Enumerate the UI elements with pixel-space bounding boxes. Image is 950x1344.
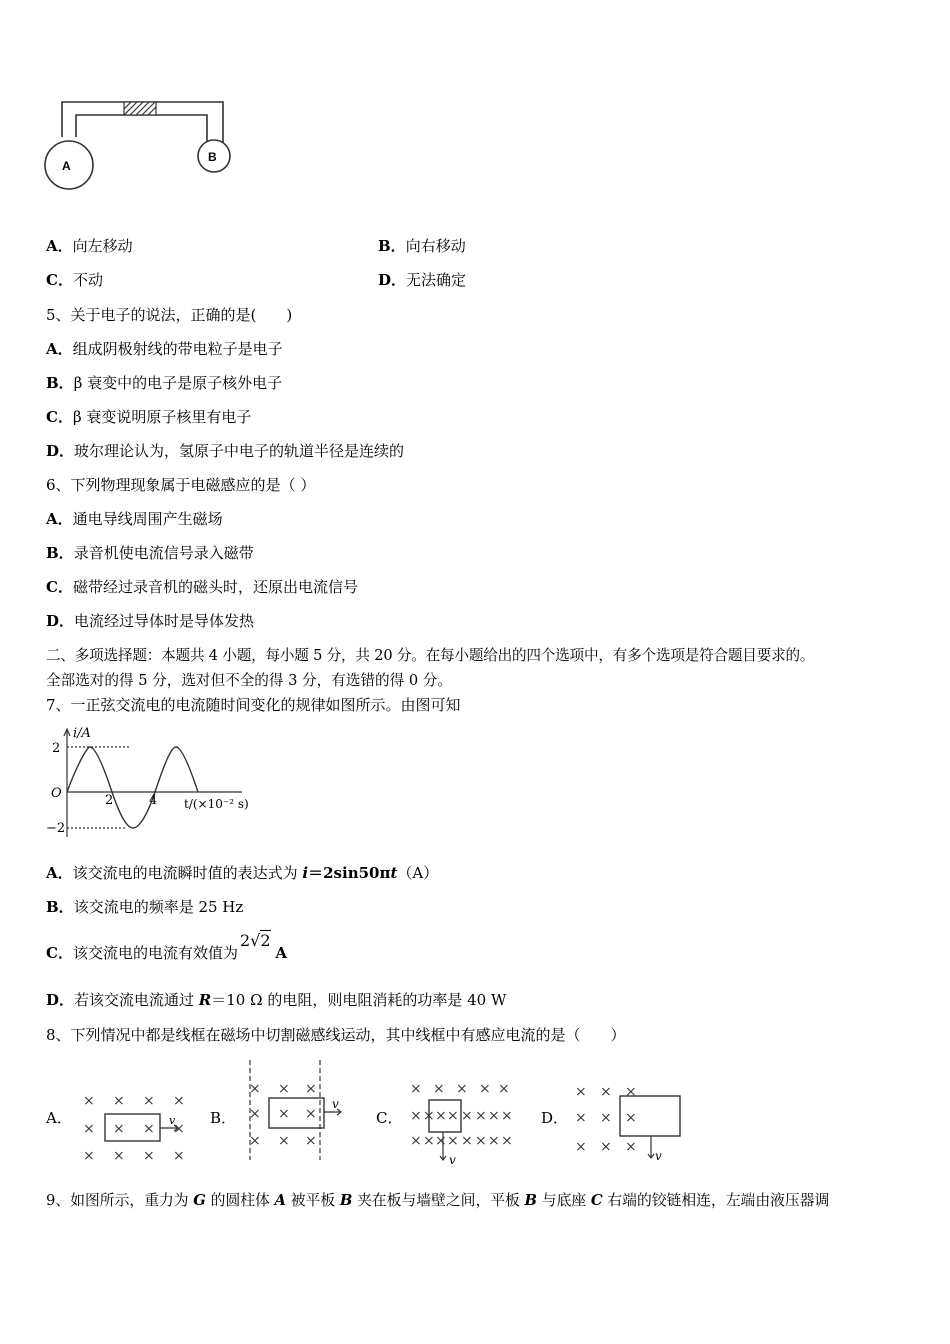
svg-text:×: × [498, 1081, 510, 1097]
svg-text:×: × [435, 1108, 447, 1124]
svg-text:×: × [143, 1121, 155, 1137]
svg-text:×: × [456, 1081, 468, 1097]
q8-label-a[interactable]: A． [46, 1109, 72, 1127]
svg-text:×: × [410, 1081, 422, 1097]
svg-text:×: × [113, 1148, 125, 1164]
svg-text:×: × [575, 1139, 587, 1155]
svg-text:×: × [305, 1133, 317, 1149]
svg-text:×: × [278, 1081, 290, 1097]
sqrt-sign: √ [250, 931, 261, 950]
q5-option-a[interactable]: A．组成阴极射线的带电粒子是电子 [46, 340, 283, 358]
svg-text:×: × [173, 1093, 185, 1109]
q4-figure [40, 95, 240, 200]
q8-label-d[interactable]: D． [541, 1109, 569, 1127]
svg-text:×: × [410, 1108, 422, 1124]
svg-text:×: × [501, 1133, 513, 1149]
svg-text:×: × [447, 1133, 459, 1149]
q7-option-a[interactable]: A．该交流电的电流瞬时值的表达式为 i＝2sin50πt（A） [46, 864, 439, 882]
svg-text:×: × [83, 1121, 95, 1137]
svg-text:×: × [479, 1081, 491, 1097]
section2-instructions-line2: 全部选对的得 5 分，选对但不全的得 3 分，有选错的得 0 分。 [46, 672, 452, 689]
q5-option-d[interactable]: D．玻尔理论认为，氢原子中电子的轨道半径是连续的 [46, 442, 405, 460]
field-crosses [249, 1081, 317, 1149]
sine-wave [67, 747, 198, 828]
svg-text:×: × [501, 1108, 513, 1124]
svg-text:×: × [423, 1133, 435, 1149]
svg-text:×: × [461, 1133, 473, 1149]
q8-figure-c [405, 1075, 520, 1170]
svg-text:×: × [249, 1133, 261, 1149]
svg-text:×: × [475, 1133, 487, 1149]
q8-figure-a [78, 1088, 193, 1163]
svg-text:×: × [423, 1108, 435, 1124]
x-tick-4: 4 [149, 793, 158, 808]
q7-option-b[interactable]: B．该交流电的频率是 25 Hz [46, 898, 244, 916]
q4-option-d[interactable]: D．无法确定 [378, 271, 467, 289]
y-axis-label: i/A [73, 726, 91, 741]
section2-instructions-line1: 二、多项选择题：本题共 4 小题，每小题 5 分，共 20 分。在每小题给出的四个选项中，有多个选项是符合题目要求的。 [46, 647, 815, 664]
svg-text:×: × [575, 1110, 587, 1126]
q9-stem: 9、如图所示，重力为 G 的圆柱体 A 被平板 B 夹在板与墙壁之间，平板 B 与底座 C 右端的铰链相连，左端由液压器调 [46, 1192, 830, 1209]
sqrt-expression: 2√2 [239, 931, 271, 950]
q4-option-c[interactable]: C．不动 [46, 271, 103, 289]
q4-option-a[interactable]: A．向左移动 [46, 237, 133, 255]
svg-text:×: × [173, 1148, 185, 1164]
q7-stem: 7、一正弦交流电的电流随时间变化的规律如图所示。由图可知 [46, 696, 461, 714]
x-axis-label: t/(×10⁻² s) [184, 797, 249, 811]
mercury-plug [124, 102, 156, 115]
svg-text:×: × [305, 1106, 317, 1122]
q8-label-c[interactable]: C． [376, 1109, 403, 1127]
q7-option-c[interactable]: C．该交流电的电流有效值为2√2 A [46, 931, 287, 962]
velocity-label: v [332, 1097, 339, 1111]
svg-text:×: × [249, 1081, 261, 1097]
x-tick-2: 2 [105, 793, 114, 808]
q6-option-d[interactable]: D．电流经过导体时是导体发热 [46, 612, 255, 630]
q5-stem: 5、关于电子的说法，正确的是( ) [46, 306, 293, 324]
q6-option-b[interactable]: B．录音机使电流信号录入磁带 [46, 544, 254, 562]
q7-option-d[interactable]: D．若该交流电流通过 R＝10 Ω 的电阻，则电阻消耗的功率是 40 W [46, 991, 507, 1009]
velocity-label: v [449, 1153, 456, 1167]
y-top-tick: 2 [52, 741, 61, 756]
origin-label: O [51, 786, 62, 801]
svg-text:×: × [143, 1093, 155, 1109]
svg-text:×: × [113, 1121, 125, 1137]
q8-figure-d [570, 1080, 690, 1165]
bulb-b-label: B [208, 150, 217, 164]
svg-text:×: × [488, 1108, 500, 1124]
q5-option-c[interactable]: C．β 衰变说明原子核里有电子 [46, 408, 252, 426]
svg-text:×: × [475, 1108, 487, 1124]
q6-option-c[interactable]: C．磁带经过录音机的磁头时，还原出电流信号 [46, 578, 358, 596]
svg-text:×: × [410, 1133, 422, 1149]
svg-text:×: × [435, 1133, 447, 1149]
q6-stem: 6、下列物理现象属于电磁感应的是（ ） [46, 476, 316, 494]
svg-text:×: × [600, 1110, 612, 1126]
svg-text:×: × [625, 1139, 637, 1155]
svg-text:×: × [600, 1084, 612, 1100]
q7-sine-graph [40, 725, 270, 845]
velocity-label: v [655, 1149, 662, 1163]
svg-text:×: × [83, 1148, 95, 1164]
q8-label-b[interactable]: B． [210, 1109, 237, 1127]
svg-text:×: × [461, 1108, 473, 1124]
svg-text:×: × [305, 1081, 317, 1097]
svg-text:×: × [278, 1133, 290, 1149]
q8-stem: 8、下列情况中都是线框在磁场中切割磁感线运动，其中线框中有感应电流的是（ ） [46, 1026, 626, 1044]
svg-text:×: × [83, 1093, 95, 1109]
q8-figure-b [240, 1060, 360, 1160]
svg-text:×: × [173, 1121, 185, 1137]
q5-option-b[interactable]: B．β 衰变中的电子是原子核外电子 [46, 374, 283, 392]
svg-text:×: × [488, 1133, 500, 1149]
svg-text:×: × [625, 1110, 637, 1126]
field-crosses [575, 1084, 637, 1155]
q6-option-a[interactable]: A．通电导线周围产生磁场 [46, 510, 223, 528]
svg-text:×: × [113, 1093, 125, 1109]
y-bottom-tick: −2 [46, 821, 66, 836]
svg-text:×: × [575, 1084, 587, 1100]
svg-text:×: × [278, 1106, 290, 1122]
q4-option-b[interactable]: B．向右移动 [378, 237, 466, 255]
svg-text:×: × [433, 1081, 445, 1097]
svg-text:×: × [600, 1139, 612, 1155]
bulb-a-label: A [62, 159, 71, 173]
velocity-label: v [169, 1114, 176, 1127]
svg-text:×: × [625, 1084, 637, 1100]
svg-text:×: × [447, 1108, 459, 1124]
svg-text:×: × [143, 1148, 155, 1164]
svg-text:×: × [249, 1106, 261, 1122]
